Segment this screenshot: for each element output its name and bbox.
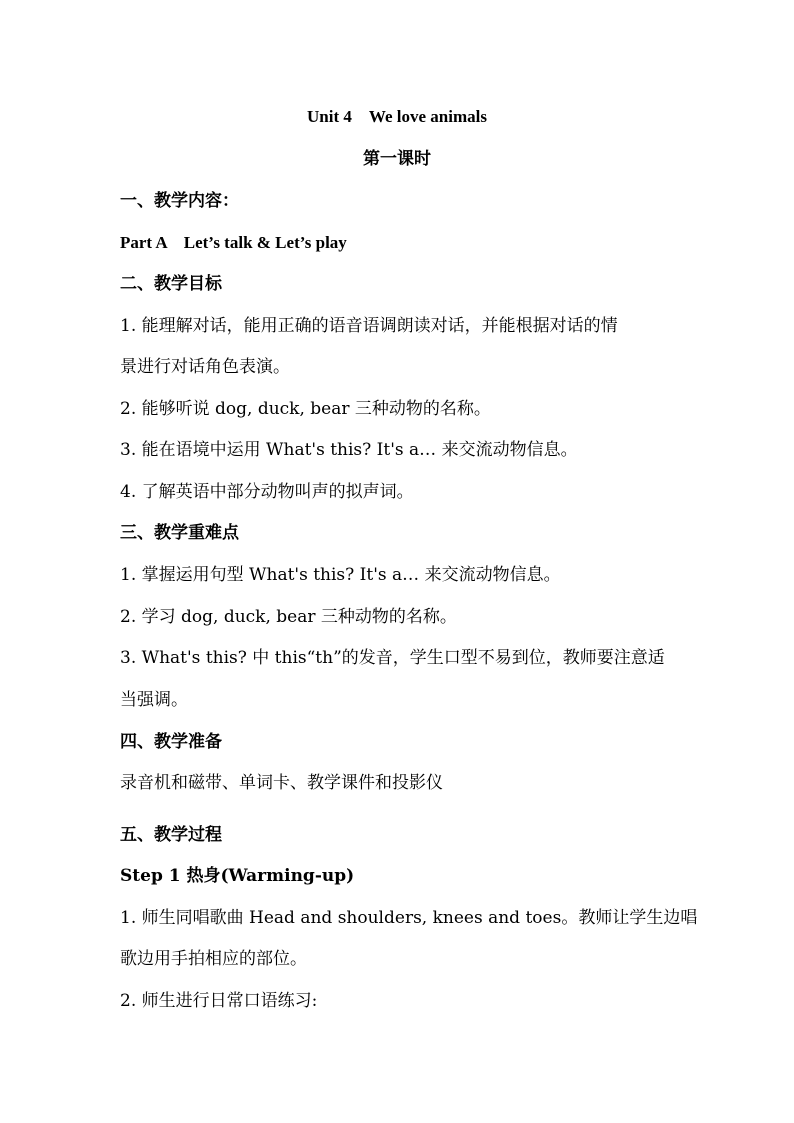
step-1-heading: Step 1 热身(Warming-up) (120, 866, 355, 886)
section-heading-process: 五、教学过程 (120, 825, 222, 845)
objective-item-1-line-2: 景进行对话角色表演。 (120, 357, 290, 377)
objective-item-2: 2. 能够听说 dog, duck, bear 三种动物的名称。 (120, 399, 491, 419)
objective-item-1-line-1: 1. 能理解对话，能用正确的语音语调朗读对话，并能根据对话的情 (120, 316, 618, 336)
step-1-item-1-line-2: 歌边用手拍相应的部位。 (120, 949, 307, 969)
section-heading-key-points: 三、教学重难点 (120, 523, 239, 543)
section-heading-objectives: 二、教学目标 (120, 274, 222, 294)
objective-item-3: 3. 能在语境中运用 What's this? It's a… 来交流动物信息。 (120, 440, 578, 460)
key-point-item-3-line-1: 3. What's this? 中 this“th”的发音，学生口型不易到位，教师要注意适 (120, 648, 665, 668)
section-text-part: Part A Let’s talk & Let’s play (120, 233, 347, 252)
step-1-item-1-line-1: 1. 师生同唱歌曲 Head and shoulders, knees and toes。教师让学生边唱 (120, 908, 698, 928)
section-heading-preparation: 四、教学准备 (120, 732, 222, 752)
document-title: Unit 4 We love animals (307, 107, 487, 126)
key-point-item-1: 1. 掌握运用句型 What's this? It's a… 来交流动物信息。 (120, 565, 561, 585)
objective-item-4: 4. 了解英语中部分动物叫声的拟声词。 (120, 482, 414, 502)
document-subtitle: 第一课时 (363, 149, 431, 168)
section-heading-content: 一、教学内容： (120, 191, 239, 211)
step-1-item-2: 2. 师生进行日常口语练习: (120, 991, 318, 1011)
preparation-text: 录音机和磁带、单词卡、教学课件和投影仪 (120, 773, 443, 793)
key-point-item-3-line-2: 当强调。 (120, 690, 188, 710)
key-point-item-2: 2. 学习 dog, duck, bear 三种动物的名称。 (120, 607, 457, 627)
